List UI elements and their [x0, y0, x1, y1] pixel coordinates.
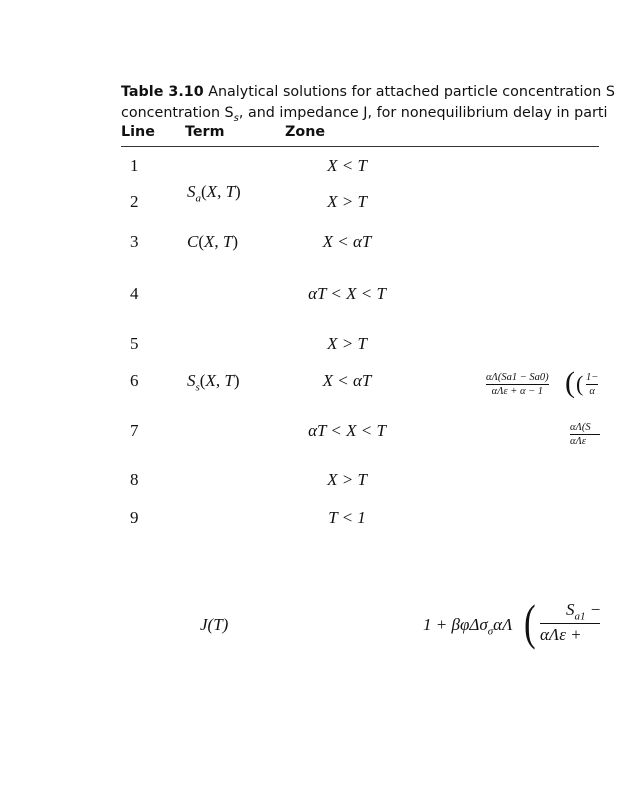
row6-fraction — [486, 372, 549, 397]
row6-paren-outer: ( — [565, 366, 575, 399]
row7-denominator: αΛε — [570, 436, 586, 447]
line-number: 2 — [130, 192, 139, 211]
j-num-sub: a1 — [574, 610, 586, 623]
row7-fraction — [570, 422, 600, 447]
j-fraction — [540, 600, 601, 645]
j-paren: ( — [524, 594, 536, 650]
line-number: 3 — [130, 232, 139, 251]
header-term: Term — [185, 124, 225, 140]
caption-sub: s — [233, 112, 239, 124]
zone-cell: X < αT — [322, 371, 372, 390]
line-number: 7 — [130, 421, 139, 440]
j-expr-tail: αΛ — [493, 615, 513, 634]
zone-cell: X > T — [327, 192, 367, 211]
fraction-bar — [570, 434, 600, 435]
line-number: 4 — [130, 284, 139, 303]
row6-tail-numerator: 1− — [586, 372, 599, 383]
header-zone: Zone — [285, 124, 326, 140]
line-number: 8 — [130, 470, 139, 489]
term-sa: $S_a(X$, T) — [187, 182, 241, 205]
line-number: 6 — [130, 371, 139, 390]
caption-text-2c: , for nonequilibrium delay in parti — [367, 105, 608, 121]
row6-numerator: αΛ(Sa1 − Sa0) — [486, 372, 549, 383]
j-denominator: αΛε + — [540, 625, 582, 645]
line-number: 1 — [130, 156, 139, 175]
caption-text-1: Analytical solutions for attached particle concentration S — [208, 84, 615, 100]
table-caption — [121, 82, 641, 129]
j-expression — [423, 615, 512, 637]
row7-numerator: αΛ(S — [570, 422, 591, 433]
zone-cell: X < αT — [322, 232, 372, 251]
table-label: Table 3.10 — [121, 84, 204, 100]
zone-cell: X < T — [327, 156, 367, 175]
j-numerator — [540, 600, 601, 622]
row6-paren-inner: ( — [576, 371, 584, 396]
line-number: 9 — [130, 508, 139, 527]
fraction-bar — [586, 384, 598, 385]
j-num-s: S — [566, 600, 575, 619]
term-c: C(X, T) — [187, 232, 239, 251]
caption-line-1 — [121, 82, 641, 103]
zone-cell: T < 1 — [328, 508, 366, 527]
fraction-bar — [486, 384, 549, 385]
zone-cell: αT < X < T — [308, 421, 386, 440]
row6-denominator: αΛε + α − 1 — [491, 386, 544, 397]
zone-cell: αT < X < T — [308, 284, 386, 303]
j-num-tail: − — [585, 600, 602, 619]
caption-text-2a: concentration S — [121, 105, 234, 121]
zone-cell: X > T — [327, 470, 367, 489]
j-expr-main: 1 + βφΔσ — [423, 615, 488, 634]
j-expr-sub: σ — [487, 625, 494, 638]
line-number: 5 — [130, 334, 139, 353]
row6-tail-fraction — [586, 372, 598, 397]
zone-cell: X > T — [327, 334, 367, 353]
header-line: Line — [121, 124, 155, 140]
term-j: J(T) — [200, 615, 229, 634]
row6-tail-denominator: α — [589, 386, 595, 397]
fraction-bar — [540, 623, 600, 624]
term-ss: $S_s(X$, T) — [187, 371, 240, 394]
header-rule — [121, 146, 599, 147]
caption-text-2b: , and impedance J — [238, 105, 368, 121]
